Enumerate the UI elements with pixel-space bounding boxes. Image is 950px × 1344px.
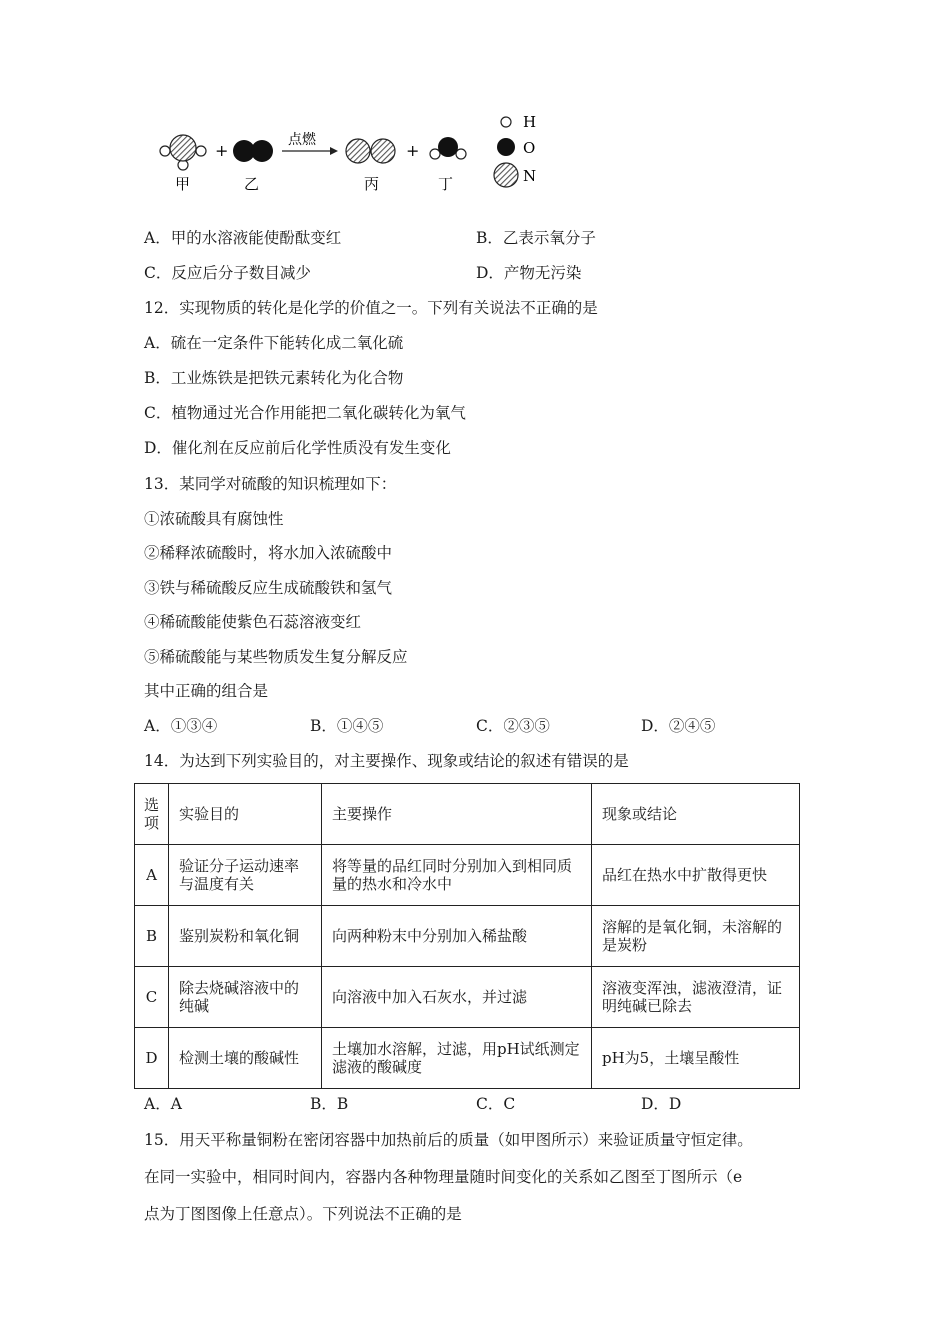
table-row bbox=[135, 845, 800, 906]
row-c-operation: 向溶液中加入石灰水，并过滤 bbox=[322, 967, 592, 1028]
q13-item-2: ②稀释浓硫酸时，将水加入浓硫酸中 bbox=[144, 544, 393, 562]
q13-question: 其中正确的组合是 bbox=[144, 682, 269, 700]
header-purpose: 实验目的 bbox=[169, 784, 322, 845]
molecule-bing-nitrogen bbox=[346, 139, 395, 163]
reaction-arrow bbox=[282, 131, 338, 155]
q14-option-d: D．D bbox=[641, 1095, 682, 1113]
table-row bbox=[135, 906, 800, 967]
q14-option-b: B．B bbox=[310, 1095, 349, 1113]
q11-option-d: D．产物无污染 bbox=[476, 264, 582, 282]
q13-option-b: B．①④⑤ bbox=[310, 717, 384, 735]
q13-stem: 13．某同学对硫酸的知识梳理如下： bbox=[144, 475, 397, 493]
row-c-purpose: 除去烧碱溶液中的纯碱 bbox=[169, 967, 322, 1028]
molecule-ding-water bbox=[430, 137, 466, 159]
q14-option-a: A．A bbox=[144, 1095, 182, 1113]
q12-option-d: D．催化剂在反应前后化学性质没有发生变化 bbox=[144, 439, 451, 457]
table-row bbox=[135, 1028, 800, 1089]
plus-sign-2: + bbox=[406, 141, 420, 160]
row-a-operation: 将等量的品红同时分别加入到相同质量的热水和冷水中 bbox=[322, 845, 592, 906]
reaction-diagram bbox=[150, 108, 550, 198]
row-a-result: 品红在热水中扩散得更快 bbox=[592, 845, 800, 906]
experiment-table bbox=[134, 783, 800, 1089]
q12-option-b: B．工业炼铁是把铁元素转化为化合物 bbox=[144, 369, 404, 387]
header-option: 选项 bbox=[135, 784, 169, 845]
q12-stem: 12．实现物质的转化是化学的价值之一。下列有关说法不正确的是 bbox=[144, 299, 598, 317]
table-header-row bbox=[135, 784, 800, 845]
table-row bbox=[135, 967, 800, 1028]
legend-o: O bbox=[523, 139, 536, 157]
row-c-option: C bbox=[135, 967, 169, 1028]
q15-line-1: 15．用天平称量铜粉在密闭容器中加热前后的质量（如甲图所示）来验证质量守恒定律。 bbox=[144, 1131, 753, 1149]
plus-sign-1: + bbox=[215, 141, 229, 160]
q12-option-c: C．植物通过光合作用能把二氧化碳转化为氧气 bbox=[144, 404, 466, 422]
row-d-result: pH为5，土壤呈酸性 bbox=[592, 1028, 800, 1089]
q13-option-d: D．②④⑤ bbox=[641, 717, 716, 735]
label-ding: 丁 bbox=[438, 175, 454, 193]
q13-option-c: C．②③⑤ bbox=[476, 717, 550, 735]
label-bing: 丙 bbox=[364, 175, 380, 193]
q15-line-2: 在同一实验中，相同时间内，容器内各种物理量随时间变化的关系如乙图至丁图所示（e bbox=[144, 1168, 743, 1186]
q15-line-3: 点为丁图图像上任意点）。下列说法不正确的是 bbox=[144, 1205, 462, 1223]
row-b-purpose: 鉴别炭粉和氧化铜 bbox=[169, 906, 322, 967]
label-jia: 甲 bbox=[175, 175, 191, 193]
row-d-purpose: 检测土壤的酸碱性 bbox=[169, 1028, 322, 1089]
q13-item-3: ③铁与稀硫酸反应生成硫酸铁和氢气 bbox=[144, 579, 393, 597]
q11-option-c: C．反应后分子数目减少 bbox=[144, 264, 311, 282]
header-operation: 主要操作 bbox=[322, 784, 592, 845]
row-b-result: 溶解的是氧化铜，未溶解的是炭粉 bbox=[592, 906, 800, 967]
atom-legend bbox=[494, 113, 536, 187]
row-a-option: A bbox=[135, 845, 169, 906]
legend-n: N bbox=[523, 167, 537, 185]
row-b-option: B bbox=[135, 906, 169, 967]
molecule-yi-oxygen bbox=[233, 140, 273, 162]
row-b-operation: 向两种粉末中分别加入稀盐酸 bbox=[322, 906, 592, 967]
q13-option-a: A．①③④ bbox=[144, 717, 218, 735]
row-d-operation: 土壤加水溶解，过滤，用pH试纸测定滤液的酸碱度 bbox=[322, 1028, 592, 1089]
q13-item-4: ④稀硫酸能使紫色石蕊溶液变红 bbox=[144, 613, 362, 631]
row-c-result: 溶液变浑浊，滤液澄清，证明纯碱已除去 bbox=[592, 967, 800, 1028]
molecule-jia-ammonia bbox=[160, 135, 206, 170]
q14-option-c: C．C bbox=[476, 1095, 516, 1113]
q13-item-5: ⑤稀硫酸能与某些物质发生复分解反应 bbox=[144, 648, 408, 666]
arrow-label-ignite: 点燃 bbox=[288, 132, 316, 148]
label-yi: 乙 bbox=[244, 175, 260, 193]
q11-option-a: A．甲的水溶液能使酚酞变红 bbox=[144, 229, 342, 247]
header-result: 现象或结论 bbox=[592, 784, 800, 845]
q11-option-b: B．乙表示氧分子 bbox=[476, 229, 596, 247]
row-a-purpose: 验证分子运动速率与温度有关 bbox=[169, 845, 322, 906]
q12-option-a: A．硫在一定条件下能转化成二氧化硫 bbox=[144, 334, 404, 352]
q14-stem: 14．为达到下列实验目的，对主要操作、现象或结论的叙述有错误的是 bbox=[144, 752, 629, 770]
row-d-option: D bbox=[135, 1028, 169, 1089]
legend-h: H bbox=[523, 113, 537, 131]
q13-item-1: ①浓硫酸具有腐蚀性 bbox=[144, 510, 284, 528]
